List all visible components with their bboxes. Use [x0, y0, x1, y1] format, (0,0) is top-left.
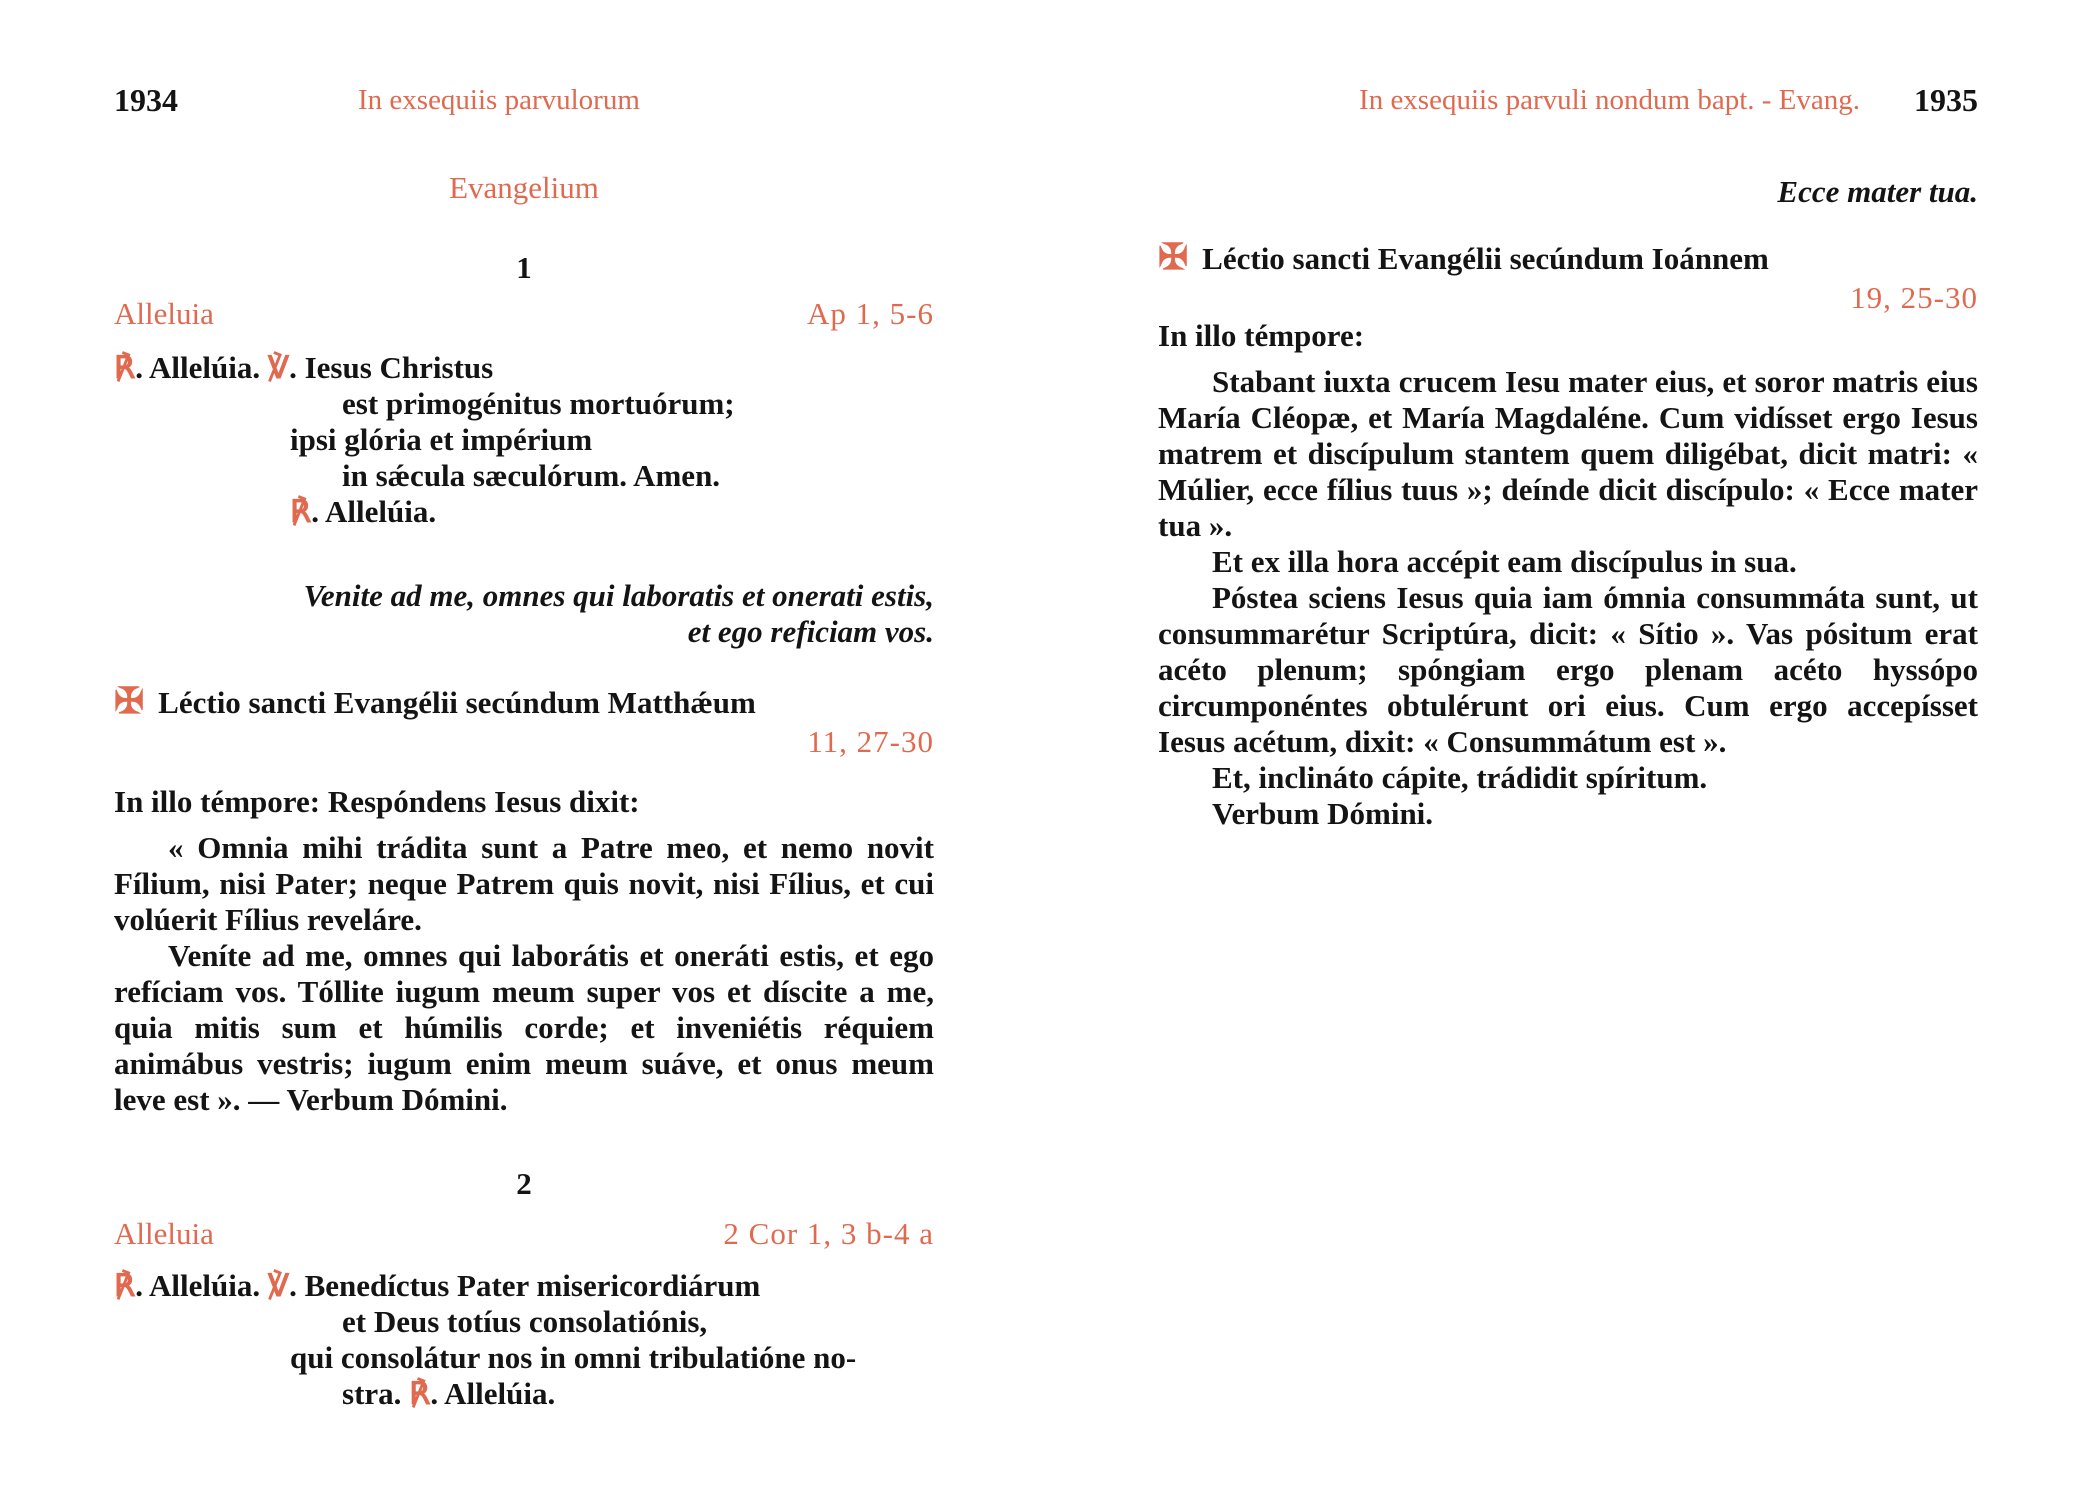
- psalm-line: est primogénitus mortuórum;: [342, 386, 735, 421]
- alleluia-reference: 2 Cor 1, 3 b-4 a: [723, 1216, 934, 1251]
- psalm-line: Allelúia.: [444, 1376, 556, 1411]
- alleluia-label: Alleluia: [114, 1216, 214, 1251]
- reading-body: [114, 830, 934, 1118]
- psalm-line: Benedíctus Pater misericordiárum: [304, 1268, 761, 1303]
- response-symbol: ℟: [290, 494, 312, 529]
- reading-number: 2: [516, 1166, 532, 1201]
- psalm-line: qui consolátur nos in omni tribulatióne no-: [290, 1340, 857, 1375]
- alleluia-reference: Ap 1, 5-6: [807, 296, 934, 331]
- antiphon: [114, 578, 934, 650]
- reading-paragraph: Verbum Dómini.: [1212, 796, 1434, 831]
- lectio-title: [114, 680, 934, 722]
- lectio-title-text: Léctio sancti Evangélii secúndum Matthǽum: [158, 685, 756, 720]
- reading-paragraph: Stabant iuxta crucem Iesu mater eius, et soror matris eius María Cléopæ, et María Magdaléne. Cum vidísset ergo Iesus matrem et discípulum stantem quem diligébat, dicit matri: « Múlier, ecce fílius tuus »; deínde dicit discípulo: « Ecce mater tua ».: [1158, 364, 1978, 543]
- versicle-symbol: ℣: [267, 1268, 290, 1303]
- right-page: [1158, 0, 1978, 1500]
- reading-number: 1: [516, 250, 532, 285]
- psalm-line: Allelúia.: [325, 494, 437, 529]
- reading-paragraph: « Omnia mihi trádita sunt a Patre meo, et nemo novit Fílium, nisi Pater; neque Patrem quis novit, nisi Fílius, et cui volúerit Fílius reveláre.: [114, 830, 934, 937]
- lectio-title-text: Léctio sancti Evangélii secúndum Ioánnem: [1202, 241, 1769, 276]
- reading-intro: In illo témpore: Respóndens Iesus dixit:: [114, 784, 640, 819]
- alleluia-label: Alleluia: [114, 296, 214, 331]
- reading-paragraph: Et, inclináto cápite, trádidit spíritum.: [1212, 760, 1708, 795]
- cross-icon: ✠: [114, 681, 145, 721]
- response-symbol: ℟: [114, 350, 136, 385]
- reading-intro: In illo témpore:: [1158, 318, 1365, 353]
- cross-icon: ✠: [1158, 237, 1189, 277]
- reading-paragraph: Póstea sciens Iesus quia iam ómnia consummáta sunt, ut consummarétur Scriptúra, dicit: « Sítio ». Vas pósitum erat acéto plenum; spóngiam ergo plenam acéto hyssópo circumponéntes obtulérunt ori eius. Cum ergo accepísset Iesus acétum, dixit: « Consummátum est ».: [1158, 580, 1978, 759]
- reading-body: [1158, 364, 1978, 832]
- psalm-line: Allelúia.: [149, 350, 261, 385]
- left-page: [114, 0, 934, 1500]
- antiphon-line: Venite ad me, omnes qui laboratis et onerati estis,: [303, 578, 934, 613]
- antiphon: Ecce mater tua.: [1777, 174, 1978, 209]
- section-title: Evangelium: [449, 170, 599, 205]
- running-head: In exsequiis parvulorum: [358, 84, 640, 116]
- psalm-verse: ℟. Allelúia. ℣. Benedíctus Pater misericordiárum et Deus totíus consolatiónis, qui consolátur nos in omni tribulatióne no- stra. ℟. Allelúia.: [114, 1268, 857, 1411]
- psalm-line: stra.: [342, 1376, 402, 1411]
- reading-paragraph: Veníte ad me, omnes qui laborátis et oneráti estis, et ego refíciam vos. Tóllite iugum meum super vos et díscite a me, quia mitis sum et húmilis corde; et inveniétis réquiem animábus vestris; iugum enim meum suáve, et onus meum leve est ». — Verbum Dómini.: [114, 938, 934, 1117]
- psalm-line: Iesus Christus: [304, 350, 494, 385]
- response-symbol: ℟: [114, 1268, 136, 1303]
- psalm-line: Allelúia.: [149, 1268, 261, 1303]
- versicle-symbol: ℣: [267, 350, 290, 385]
- lectio-reference: 19, 25-30: [1850, 280, 1978, 315]
- psalm-line: in sǽcula sæculórum. Amen.: [342, 458, 721, 493]
- antiphon-line: et ego reficiam vos.: [687, 614, 934, 649]
- lectio-reference: 11, 27-30: [807, 724, 934, 759]
- response-symbol: ℟: [409, 1376, 431, 1411]
- psalm-verse: ℟. Allelúia. ℣. Iesus Christus est primogénitus mortuórum; ipsi glória et impérium in sǽcula sæculórum. Amen. ℟. Allelúia.: [114, 350, 735, 529]
- running-head: In exsequiis parvuli nondum bapt. - Evang.: [1359, 84, 1860, 116]
- page-number: 1934: [114, 82, 178, 118]
- page-number: 1935: [1914, 82, 1978, 118]
- psalm-line: et Deus totíus consolatiónis,: [342, 1304, 708, 1339]
- reading-paragraph: Et ex illa hora accépit eam discípulus in sua.: [1212, 544, 1797, 579]
- psalm-line: ipsi glória et impérium: [290, 422, 593, 457]
- lectio-title: [1158, 236, 1978, 278]
